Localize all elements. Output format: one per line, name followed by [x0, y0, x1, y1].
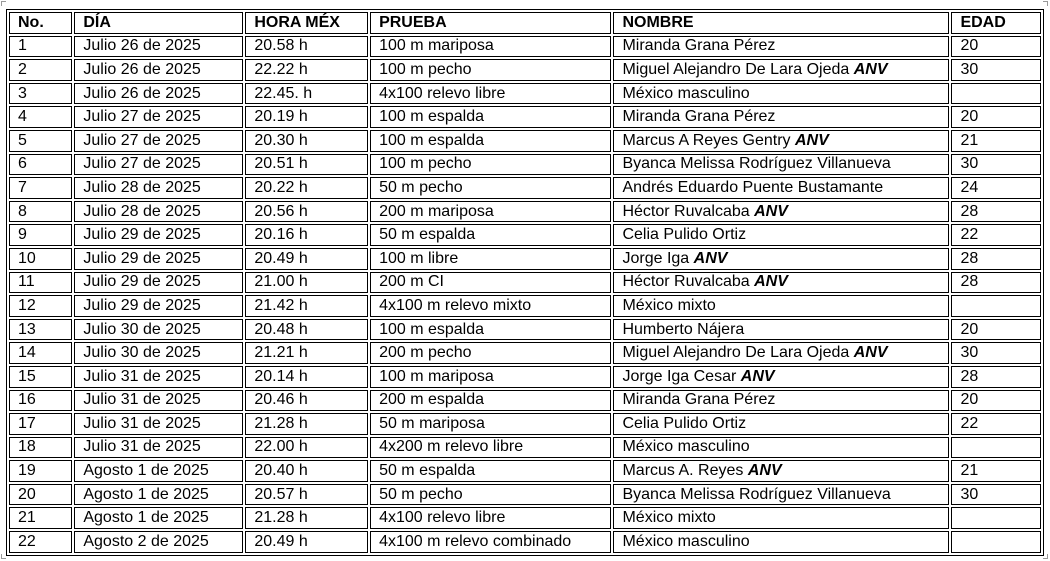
cell-hora: 20.19 h: [245, 106, 368, 128]
cell-dia: Julio 31 de 2025: [74, 437, 243, 459]
table-row: [9, 437, 1041, 459]
table-row: [9, 342, 1041, 364]
cell-no: 14: [9, 342, 72, 364]
cell-prueba: 200 m espalda: [370, 390, 611, 412]
cell-hora: 20.58 h: [245, 36, 368, 58]
cell-hora: 20.46 h: [245, 390, 368, 412]
cell-no: 8: [9, 201, 72, 223]
table-row: [9, 460, 1041, 482]
cell-dia: Julio 29 de 2025: [74, 295, 243, 317]
header-nombre: NOMBRE: [613, 12, 949, 34]
cell-nombre: [613, 36, 949, 58]
cell-prueba: 50 m pecho: [370, 484, 611, 506]
table-row: [9, 130, 1041, 152]
anv-tag: ANV: [740, 367, 775, 385]
athlete-name: Marcus A. Reyes: [622, 462, 744, 480]
cell-dia: Julio 31 de 2025: [74, 413, 243, 435]
cell-hora: 20.22 h: [245, 177, 368, 199]
athlete-name: Miranda Grana Pérez: [622, 391, 776, 409]
cell-dia: Julio 26 de 2025: [74, 36, 243, 58]
table-row: [9, 248, 1041, 270]
table-row: [9, 36, 1041, 58]
anv-tag: ANV: [853, 344, 888, 362]
cell-edad: 28: [951, 272, 1041, 294]
corner-mark: [1, 1, 6, 6]
cell-no: 13: [9, 319, 72, 341]
cell-edad: 21: [951, 460, 1041, 482]
header-edad: EDAD: [951, 12, 1041, 34]
cell-edad: 20: [951, 319, 1041, 341]
cell-prueba: 100 m espalda: [370, 106, 611, 128]
cell-dia: Julio 28 de 2025: [74, 201, 243, 223]
cell-edad: 20: [951, 390, 1041, 412]
cell-no: 6: [9, 154, 72, 176]
cell-prueba: 4x100 relevo libre: [370, 507, 611, 529]
cell-hora: 20.49 h: [245, 531, 368, 553]
table-row: [9, 224, 1041, 246]
header-row: [9, 12, 1041, 34]
cell-edad: 20: [951, 106, 1041, 128]
anv-tag: ANV: [747, 462, 782, 480]
cell-no: 15: [9, 366, 72, 388]
cell-edad: 24: [951, 177, 1041, 199]
cell-prueba: 4x100 m relevo combinado: [370, 531, 611, 553]
cell-no: 10: [9, 248, 72, 270]
table-body: [9, 36, 1041, 553]
cell-edad: 20: [951, 36, 1041, 58]
cell-edad: 22: [951, 413, 1041, 435]
cell-nombre: [613, 366, 949, 388]
cell-edad: [951, 295, 1041, 317]
cell-prueba: 200 m CI: [370, 272, 611, 294]
cell-hora: 20.56 h: [245, 201, 368, 223]
cell-dia: Julio 29 de 2025: [74, 224, 243, 246]
cell-edad: 30: [951, 59, 1041, 81]
cell-prueba: 4x100 m relevo mixto: [370, 295, 611, 317]
cell-dia: Agosto 1 de 2025: [74, 507, 243, 529]
cell-nombre: [613, 437, 949, 459]
table-row: [9, 59, 1041, 81]
cell-nombre: [613, 390, 949, 412]
cell-prueba: 100 m espalda: [370, 319, 611, 341]
anv-tag: ANV: [754, 202, 788, 220]
cell-edad: 22: [951, 224, 1041, 246]
athlete-name: Marcus A Reyes Gentry: [622, 131, 791, 149]
anv-tag: ANV: [693, 249, 728, 267]
cell-prueba: 200 m mariposa: [370, 201, 611, 223]
cell-edad: [951, 83, 1041, 105]
athlete-name: Andrés Eduardo Puente Bustamante: [622, 178, 884, 196]
cell-prueba: 100 m pecho: [370, 59, 611, 81]
cell-prueba: 50 m pecho: [370, 177, 611, 199]
cell-edad: [951, 531, 1041, 553]
anv-tag: ANV: [754, 273, 788, 291]
cell-dia: Julio 26 de 2025: [74, 59, 243, 81]
cell-dia: Julio 27 de 2025: [74, 106, 243, 128]
header-hora: HORA MÉX: [245, 12, 368, 34]
table-row: [9, 413, 1041, 435]
header-dia: DÍA: [74, 12, 243, 34]
cell-dia: Julio 30 de 2025: [74, 342, 243, 364]
cell-prueba: 100 m pecho: [370, 154, 611, 176]
cell-no: 7: [9, 177, 72, 199]
cell-dia: Julio 28 de 2025: [74, 177, 243, 199]
table-row: [9, 531, 1041, 553]
cell-prueba: 50 m mariposa: [370, 413, 611, 435]
table-row: [9, 295, 1041, 317]
cell-nombre: [613, 177, 949, 199]
schedule-table: [6, 9, 1044, 556]
cell-dia: Julio 27 de 2025: [74, 154, 243, 176]
cell-edad: 28: [951, 201, 1041, 223]
cell-dia: Agosto 1 de 2025: [74, 484, 243, 506]
cell-hora: 20.57 h: [245, 484, 368, 506]
cell-no: 1: [9, 36, 72, 58]
cell-dia: Julio 29 de 2025: [74, 272, 243, 294]
athlete-name: México masculino: [622, 84, 750, 102]
cell-dia: Julio 29 de 2025: [74, 248, 243, 270]
cell-hora: 22.22 h: [245, 59, 368, 81]
cell-hora: 20.40 h: [245, 460, 368, 482]
table-row: [9, 201, 1041, 223]
cell-nombre: [613, 295, 949, 317]
cell-nombre: [613, 224, 949, 246]
header-no: No.: [9, 12, 72, 34]
table-row: [9, 83, 1041, 105]
cell-dia: Agosto 2 de 2025: [74, 531, 243, 553]
anv-tag: ANV: [794, 131, 829, 149]
cell-no: 5: [9, 130, 72, 152]
cell-no: 22: [9, 531, 72, 553]
table-row: [9, 507, 1041, 529]
cell-edad: [951, 507, 1041, 529]
cell-nombre: [613, 319, 949, 341]
cell-edad: 28: [951, 248, 1041, 270]
anv-tag: ANV: [853, 60, 888, 78]
corner-mark: [1043, 1, 1048, 6]
cell-nombre: [613, 154, 949, 176]
cell-hora: 20.51 h: [245, 154, 368, 176]
cell-prueba: 50 m espalda: [370, 224, 611, 246]
athlete-name: México masculino: [622, 532, 750, 550]
cell-no: 2: [9, 59, 72, 81]
cell-nombre: [613, 484, 949, 506]
cell-no: 3: [9, 83, 72, 105]
athlete-name: Celia Pulido Ortiz: [622, 226, 747, 244]
cell-dia: Julio 30 de 2025: [74, 319, 243, 341]
cell-edad: 30: [951, 342, 1041, 364]
cell-nombre: [613, 201, 949, 223]
cell-nombre: [613, 413, 949, 435]
athlete-name: Miguel Alejandro De Lara Ojeda: [622, 344, 850, 362]
cell-no: 21: [9, 507, 72, 529]
cell-prueba: 50 m espalda: [370, 460, 611, 482]
table-row: [9, 177, 1041, 199]
cell-dia: Julio 26 de 2025: [74, 83, 243, 105]
athlete-name: Miguel Alejandro De Lara Ojeda: [622, 60, 850, 78]
cell-prueba: 100 m mariposa: [370, 36, 611, 58]
athlete-name: Humberto Nájera: [622, 320, 745, 338]
cell-hora: 21.28 h: [245, 507, 368, 529]
athlete-name: Byanca Melissa Rodríguez Villanueva: [622, 155, 891, 173]
cell-hora: 21.00 h: [245, 272, 368, 294]
cell-prueba: 4x100 relevo libre: [370, 83, 611, 105]
cell-nombre: [613, 342, 949, 364]
cell-edad: [951, 437, 1041, 459]
athlete-name: Héctor Ruvalcaba: [622, 273, 750, 291]
cell-no: 12: [9, 295, 72, 317]
header-prueba: PRUEBA: [370, 12, 611, 34]
cell-nombre: [613, 531, 949, 553]
table-row: [9, 366, 1041, 388]
cell-dia: Julio 31 de 2025: [74, 366, 243, 388]
athlete-name: Miranda Grana Pérez: [622, 37, 776, 55]
table-row: [9, 272, 1041, 294]
cell-hora: 20.49 h: [245, 248, 368, 270]
cell-edad: 30: [951, 484, 1041, 506]
cell-nombre: [613, 248, 949, 270]
athlete-name: Miranda Grana Pérez: [622, 108, 776, 126]
athlete-name: Héctor Ruvalcaba: [622, 202, 750, 220]
athlete-name: Jorge Iga Cesar: [622, 367, 737, 385]
cell-nombre: [613, 106, 949, 128]
cell-dia: Julio 27 de 2025: [74, 130, 243, 152]
cell-edad: 30: [951, 154, 1041, 176]
cell-prueba: 100 m espalda: [370, 130, 611, 152]
cell-prueba: 100 m libre: [370, 248, 611, 270]
cell-hora: 20.14 h: [245, 366, 368, 388]
table-row: [9, 484, 1041, 506]
cell-no: 9: [9, 224, 72, 246]
cell-edad: 21: [951, 130, 1041, 152]
athlete-name: Jorge Iga: [622, 249, 690, 267]
cell-no: 11: [9, 272, 72, 294]
cell-nombre: [613, 272, 949, 294]
cell-no: 16: [9, 390, 72, 412]
cell-no: 4: [9, 106, 72, 128]
table-row: [9, 154, 1041, 176]
cell-hora: 20.16 h: [245, 224, 368, 246]
cell-no: 19: [9, 460, 72, 482]
cell-hora: 21.28 h: [245, 413, 368, 435]
cell-nombre: [613, 59, 949, 81]
cell-prueba: 4x200 m relevo libre: [370, 437, 611, 459]
cell-hora: 21.42 h: [245, 295, 368, 317]
cell-edad: 28: [951, 366, 1041, 388]
cell-dia: Agosto 1 de 2025: [74, 460, 243, 482]
cell-no: 17: [9, 413, 72, 435]
cell-hora: 22.00 h: [245, 437, 368, 459]
cell-hora: 20.30 h: [245, 130, 368, 152]
cell-no: 20: [9, 484, 72, 506]
cell-no: 18: [9, 437, 72, 459]
athlete-name: México mixto: [622, 296, 716, 314]
cell-prueba: 200 m pecho: [370, 342, 611, 364]
cell-hora: 22.45. h: [245, 83, 368, 105]
cell-nombre: [613, 507, 949, 529]
athlete-name: Byanca Melissa Rodríguez Villanueva: [622, 485, 891, 503]
cell-nombre: [613, 460, 949, 482]
table-row: [9, 319, 1041, 341]
cell-prueba: 100 m mariposa: [370, 366, 611, 388]
cell-hora: 20.48 h: [245, 319, 368, 341]
cell-nombre: [613, 83, 949, 105]
cell-dia: Julio 31 de 2025: [74, 390, 243, 412]
athlete-name: Celia Pulido Ortiz: [622, 414, 747, 432]
table-header: [9, 12, 1041, 34]
cell-hora: 21.21 h: [245, 342, 368, 364]
athlete-name: México mixto: [622, 509, 716, 527]
table-row: [9, 106, 1041, 128]
table-row: [9, 390, 1041, 412]
athlete-name: México masculino: [622, 438, 750, 456]
cell-nombre: [613, 130, 949, 152]
